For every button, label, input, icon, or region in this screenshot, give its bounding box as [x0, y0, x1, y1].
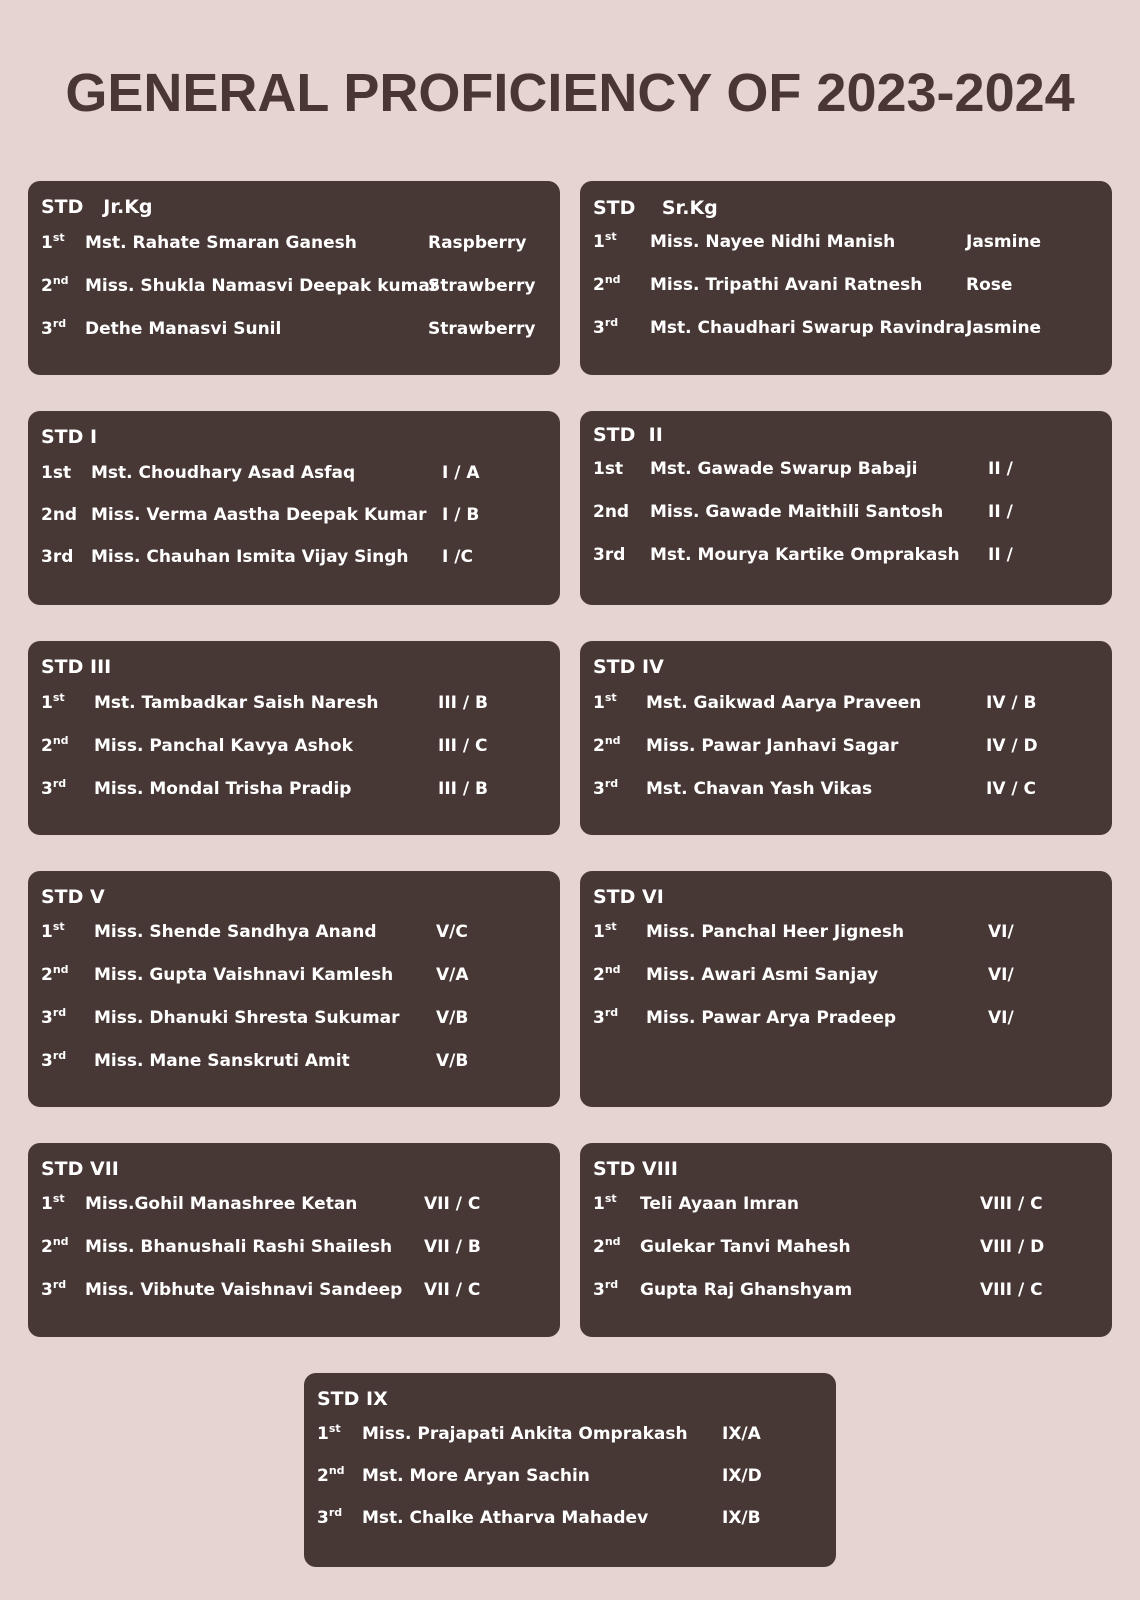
rank-label: [41, 961, 69, 989]
student-name: Miss. Bhanushali Rashi Shailesh: [85, 1237, 393, 1257]
student-name: Dethe Manasvi Sunil: [85, 319, 282, 339]
class-division: IV / C: [986, 779, 1037, 799]
student-name: Miss. Dhanuki Shresta Sukumar: [94, 1008, 400, 1028]
rank-label: [41, 1004, 66, 1032]
std-heading: STD Sr.Kg: [593, 197, 718, 219]
rank-row: [580, 228, 1112, 256]
class-division: III / B: [438, 779, 488, 799]
student-name: Miss. Panchal Kavya Ashok: [94, 736, 353, 756]
rank-number: 1: [41, 233, 53, 253]
rank-label: [593, 689, 617, 717]
std-heading: STD II: [593, 424, 663, 446]
rank-suffix: st: [328, 1422, 341, 1435]
student-name: Mst. Chaudhari Swarup Ravindra: [650, 318, 966, 338]
class-division: IV / D: [986, 736, 1038, 756]
student-name: Miss. Mane Sanskruti Amit: [94, 1051, 350, 1071]
class-division: VIII / C: [980, 1194, 1043, 1214]
rank-row: [304, 1420, 836, 1448]
class-division: VI/: [988, 965, 1014, 985]
rank-label: [593, 498, 629, 526]
student-name: Miss. Gawade Maithili Santosh: [650, 502, 944, 522]
rank-suffix: rd: [604, 316, 619, 329]
rank-number: 1: [41, 693, 53, 713]
rank-label: [593, 775, 618, 803]
student-name: Mst. Choudhary Asad Asfaq: [91, 463, 356, 483]
rank-row: [580, 271, 1112, 299]
class-division: VII / C: [424, 1194, 481, 1214]
rank-suffix: rd: [52, 1049, 67, 1062]
std-card: [28, 641, 560, 835]
rank-label: [41, 501, 77, 529]
rank-number: 1: [593, 232, 605, 252]
rank-number: 2: [41, 965, 53, 985]
rank-number: 2nd: [41, 505, 78, 525]
rank-label: [41, 459, 71, 487]
rank-label: [41, 1047, 66, 1075]
rank-label: [593, 732, 621, 760]
class-division: VI/: [988, 922, 1014, 942]
rank-number: 3rd: [41, 547, 74, 567]
class-division: Strawberry: [428, 319, 536, 339]
student-name: Miss. Awari Asmi Sanjay: [646, 965, 879, 985]
class-division: III / C: [438, 736, 488, 756]
rank-label: [593, 271, 621, 299]
rank-label: [593, 961, 621, 989]
rank-suffix: rd: [604, 1278, 619, 1291]
rank-number: 3: [41, 1008, 53, 1028]
rank-row: [580, 1276, 1112, 1304]
std-card: [28, 411, 560, 605]
rank-row: [580, 455, 1112, 483]
rank-label: [593, 1276, 618, 1304]
std-card: [28, 1143, 560, 1337]
rank-suffix: st: [52, 1192, 65, 1205]
student-name: Mst. Tambadkar Saish Naresh: [94, 693, 379, 713]
rank-suffix: nd: [52, 963, 69, 976]
rank-label: [41, 1276, 66, 1304]
rank-row: [580, 541, 1112, 569]
student-name: Miss.Gohil Manashree Ketan: [85, 1194, 358, 1214]
rank-suffix: nd: [604, 1235, 621, 1248]
class-division: VII / B: [424, 1237, 481, 1257]
class-division: Jasmine: [966, 318, 1042, 338]
rank-number: 1: [593, 693, 605, 713]
rank-row: [28, 459, 560, 487]
std-heading: STD Jr.Kg: [41, 196, 153, 218]
student-name: Teli Ayaan Imran: [640, 1194, 800, 1214]
student-name: Miss. Shende Sandhya Anand: [94, 922, 377, 942]
rank-suffix: nd: [328, 1464, 345, 1477]
rank-row: [580, 961, 1112, 989]
std-heading: STD III: [41, 656, 112, 678]
student-name: Mst. More Aryan Sachin: [362, 1466, 590, 1486]
class-division: VI/: [988, 1008, 1014, 1028]
rank-number: 3: [41, 319, 53, 339]
student-name: Mst. Rahate Smaran Ganesh: [85, 233, 357, 253]
std-heading: STD IV: [593, 656, 664, 678]
rank-row: [28, 315, 560, 343]
rank-label: [593, 541, 625, 569]
rank-label: [41, 543, 73, 571]
rank-label: [317, 1420, 341, 1448]
rank-number: 3: [41, 1051, 53, 1071]
student-name: Miss. Vibhute Vaishnavi Sandeep: [85, 1280, 403, 1300]
rank-label: [41, 1233, 69, 1261]
rank-number: 3: [41, 1280, 53, 1300]
rank-row: [28, 501, 560, 529]
std-card: [580, 411, 1112, 605]
rank-label: [317, 1504, 342, 1532]
rank-row: [580, 1004, 1112, 1032]
rank-number: 1st: [41, 463, 72, 483]
class-division: IX/B: [722, 1508, 761, 1528]
rank-label: [593, 918, 617, 946]
class-division: IX/D: [722, 1466, 762, 1486]
rank-row: [580, 918, 1112, 946]
rank-row: [28, 961, 560, 989]
class-division: III / B: [438, 693, 488, 713]
rank-label: [593, 455, 623, 483]
std-card: [580, 641, 1112, 835]
rank-suffix: rd: [52, 1006, 67, 1019]
rank-row: [580, 1233, 1112, 1261]
rank-row: [28, 1004, 560, 1032]
rank-row: [28, 1190, 560, 1218]
student-name: Miss. Pawar Janhavi Sagar: [646, 736, 899, 756]
rank-number: 1: [593, 1194, 605, 1214]
rank-number: 2: [41, 1237, 53, 1257]
class-division: II /: [988, 459, 1013, 479]
class-division: I / A: [442, 463, 480, 483]
rank-row: [28, 689, 560, 717]
std-heading: STD VIII: [593, 1158, 678, 1180]
rank-suffix: st: [604, 230, 617, 243]
rank-label: [593, 1004, 618, 1032]
rank-suffix: nd: [52, 274, 69, 287]
rank-number: 1st: [593, 459, 624, 479]
rank-number: 2: [593, 275, 605, 295]
rank-suffix: st: [604, 920, 617, 933]
rank-row: [580, 775, 1112, 803]
std-card: [28, 181, 560, 375]
class-division: II /: [988, 502, 1013, 522]
std-card: [580, 871, 1112, 1107]
rank-suffix: st: [52, 920, 65, 933]
rank-row: [28, 775, 560, 803]
rank-number: 3: [317, 1508, 329, 1528]
rank-label: [317, 1462, 345, 1490]
rank-row: [28, 1047, 560, 1075]
rank-row: [580, 314, 1112, 342]
rank-number: 2: [41, 276, 53, 296]
student-name: Miss. Panchal Heer Jignesh: [646, 922, 905, 942]
std-card: [28, 871, 560, 1107]
rank-row: [304, 1504, 836, 1532]
rank-suffix: nd: [604, 734, 621, 747]
rank-suffix: st: [604, 691, 617, 704]
class-division: V/A: [436, 965, 469, 985]
rank-label: [41, 775, 66, 803]
rank-label: [593, 1190, 617, 1218]
rank-number: 2: [41, 736, 53, 756]
student-name: Mst. Gawade Swarup Babaji: [650, 459, 918, 479]
rank-row: [580, 1190, 1112, 1218]
student-name: Miss. Nayee Nidhi Manish: [650, 232, 896, 252]
rank-row: [580, 498, 1112, 526]
rank-suffix: rd: [604, 777, 619, 790]
page-title: GENERAL PROFICIENCY OF 2023-2024: [65, 63, 1075, 123]
rank-suffix: rd: [604, 1006, 619, 1019]
rank-row: [580, 689, 1112, 717]
std-heading: STD V: [41, 886, 105, 908]
rank-number: 2: [593, 965, 605, 985]
rank-suffix: st: [604, 1192, 617, 1205]
std-heading: STD I: [41, 426, 98, 448]
class-division: IX/A: [722, 1424, 761, 1444]
class-division: I / B: [442, 505, 480, 525]
rank-row: [28, 1276, 560, 1304]
rank-number: 3: [593, 318, 605, 338]
rank-suffix: rd: [52, 317, 67, 330]
student-name: Miss. Gupta Vaishnavi Kamlesh: [94, 965, 394, 985]
rank-suffix: st: [52, 691, 65, 704]
student-name: Mst. Gaikwad Aarya Praveen: [646, 693, 922, 713]
rank-label: [41, 229, 65, 257]
student-name: Mst. Mourya Kartike Omprakash: [650, 545, 960, 565]
rank-number: 2: [317, 1466, 329, 1486]
std-card: [304, 1373, 836, 1567]
rank-number: 2nd: [593, 502, 630, 522]
rank-label: [593, 1233, 621, 1261]
rank-suffix: rd: [328, 1506, 343, 1519]
std-heading: STD VII: [41, 1158, 119, 1180]
rank-number: 1: [41, 1194, 53, 1214]
student-name: Miss. Shukla Namasvi Deepak kumar: [85, 276, 439, 296]
class-division: VII / C: [424, 1280, 481, 1300]
class-division: Raspberry: [428, 233, 527, 253]
rank-row: [28, 229, 560, 257]
rank-suffix: nd: [52, 734, 69, 747]
rank-row: [28, 918, 560, 946]
rank-label: [593, 228, 617, 256]
rank-number: 3: [593, 1280, 605, 1300]
rank-suffix: st: [52, 231, 65, 244]
rank-row: [28, 272, 560, 300]
class-division: V/B: [436, 1051, 469, 1071]
rank-suffix: nd: [604, 963, 621, 976]
rank-row: [580, 732, 1112, 760]
student-name: Miss. Tripathi Avani Ratnesh: [650, 275, 923, 295]
rank-suffix: rd: [52, 777, 67, 790]
student-name: Miss. Verma Aastha Deepak Kumar: [91, 505, 427, 525]
rank-label: [41, 272, 69, 300]
class-division: VIII / C: [980, 1280, 1043, 1300]
class-division: Strawberry: [428, 276, 536, 296]
rank-number: 3rd: [593, 545, 626, 565]
rank-row: [28, 1233, 560, 1261]
student-name: Miss. Pawar Arya Pradeep: [646, 1008, 897, 1028]
rank-number: 2: [593, 736, 605, 756]
class-division: Jasmine: [966, 232, 1042, 252]
rank-suffix: nd: [52, 1235, 69, 1248]
rank-row: [28, 543, 560, 571]
class-division: V/C: [436, 922, 468, 942]
rank-number: 3: [593, 779, 605, 799]
rank-number: 1: [593, 922, 605, 942]
student-name: Mst. Chalke Atharva Mahadev: [362, 1508, 649, 1528]
class-division: VIII / D: [980, 1237, 1045, 1257]
rank-label: [41, 732, 69, 760]
student-name: Gupta Raj Ghanshyam: [640, 1280, 853, 1300]
rank-label: [41, 918, 65, 946]
rank-label: [41, 1190, 65, 1218]
rank-row: [304, 1462, 836, 1490]
rank-number: 1: [317, 1424, 329, 1444]
student-name: Miss. Mondal Trisha Pradip: [94, 779, 352, 799]
student-name: Gulekar Tanvi Mahesh: [640, 1237, 851, 1257]
rank-number: 3: [41, 779, 53, 799]
std-heading: STD VI: [593, 886, 664, 908]
student-name: Miss. Prajapati Ankita Omprakash: [362, 1424, 688, 1444]
rank-label: [41, 689, 65, 717]
std-card: [580, 181, 1112, 375]
class-division: Rose: [966, 275, 1013, 295]
student-name: Miss. Chauhan Ismita Vijay Singh: [91, 547, 409, 567]
class-division: IV / B: [986, 693, 1037, 713]
rank-suffix: nd: [604, 273, 621, 286]
rank-number: 1: [41, 922, 53, 942]
std-card: [580, 1143, 1112, 1337]
rank-label: [41, 315, 66, 343]
std-heading: STD IX: [317, 1388, 388, 1410]
rank-label: [593, 314, 618, 342]
class-division: V/B: [436, 1008, 469, 1028]
rank-number: 3: [593, 1008, 605, 1028]
rank-number: 2: [593, 1237, 605, 1257]
class-division: II /: [988, 545, 1013, 565]
rank-row: [28, 732, 560, 760]
rank-suffix: rd: [52, 1278, 67, 1291]
class-division: I /C: [442, 547, 473, 567]
student-name: Mst. Chavan Yash Vikas: [646, 779, 873, 799]
